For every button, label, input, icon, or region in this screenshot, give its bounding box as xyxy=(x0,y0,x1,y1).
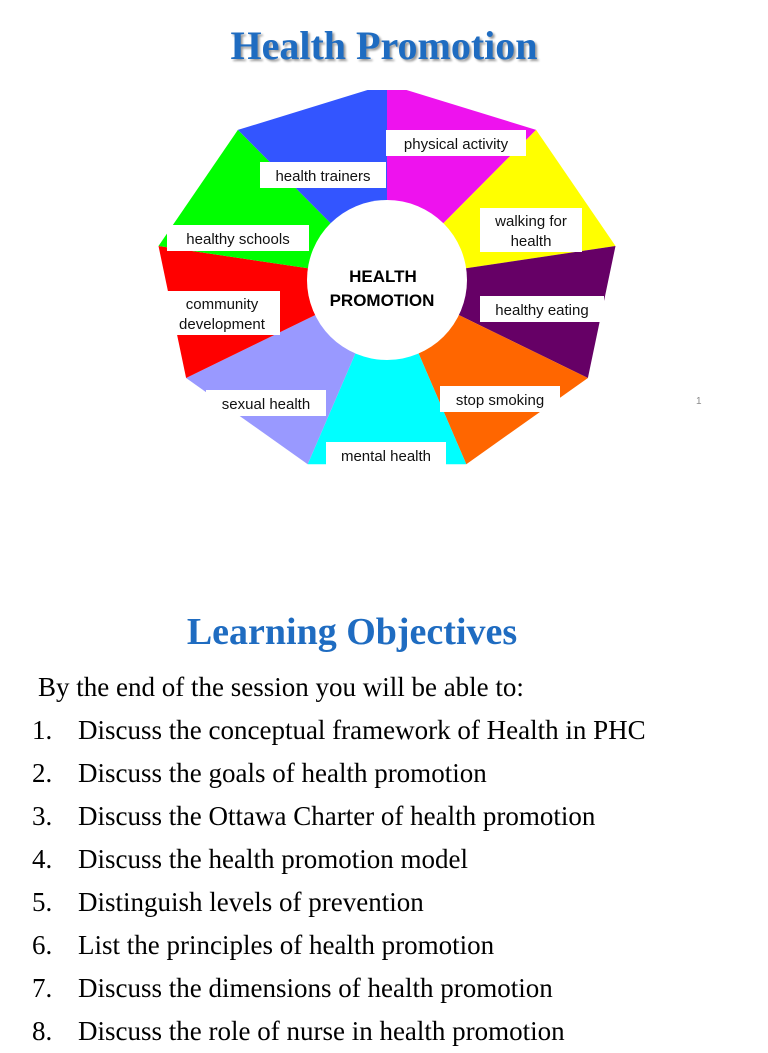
wheel-segment-label: walking for xyxy=(495,213,567,230)
objective-number: 2. xyxy=(32,758,53,788)
objective-number: 4. xyxy=(32,844,53,874)
objective-number: 7. xyxy=(32,973,53,1003)
objective-text: List the principles of health promotion xyxy=(78,930,495,960)
slide-title: Health Promotion xyxy=(230,23,538,68)
objective-item xyxy=(0,752,768,795)
objective-number: 1. xyxy=(32,715,53,745)
objective-text: Discuss the goals of health promotion xyxy=(78,758,487,788)
wheel-center-line2: PROMOTION xyxy=(329,291,435,310)
objective-text: Discuss the conceptual framework of Health in PHC xyxy=(78,715,646,745)
objective-text: Discuss the dimensions of health promotion xyxy=(78,973,553,1003)
wheel-segment-label: sexual health xyxy=(221,396,311,413)
objective-number: 3. xyxy=(32,801,53,831)
slide-number: 1 xyxy=(696,396,702,407)
intro-text: By the end of the session you will be able to: xyxy=(38,672,524,702)
wheel-segment-label: mental health xyxy=(340,448,432,465)
objective-text: Discuss the health promotion model xyxy=(78,844,468,874)
objective-item xyxy=(0,1010,768,1053)
objective-text: Distinguish levels of prevention xyxy=(78,887,424,917)
health-promotion-wheel xyxy=(0,90,768,500)
objective-item xyxy=(0,795,768,838)
objective-item xyxy=(0,881,768,924)
wheel-segment-label: physical activity xyxy=(403,136,509,153)
objective-number: 6. xyxy=(32,930,53,960)
wheel-segment-label: development xyxy=(179,316,265,333)
objective-number: 5. xyxy=(32,887,53,917)
wheel-center-line1: HEALTH xyxy=(349,267,417,286)
objective-item xyxy=(0,967,768,1010)
objective-item xyxy=(0,924,768,967)
objective-item xyxy=(0,709,768,752)
wheel-segment-label: stop smoking xyxy=(455,392,545,409)
wheel-segment-label: community xyxy=(185,296,259,313)
wheel-segment-label: healthy schools xyxy=(186,231,290,248)
wheel-segment-label: health xyxy=(510,233,552,250)
objective-number: 8. xyxy=(32,1016,53,1046)
objective-text: Discuss the Ottawa Charter of health promotion xyxy=(78,801,596,831)
wheel-segment-label: health trainers xyxy=(275,168,371,185)
objective-item xyxy=(0,838,768,881)
objective-text: Discuss the role of nurse in health promotion xyxy=(78,1016,565,1046)
wheel-segment-label: healthy eating xyxy=(495,302,589,319)
objectives-list xyxy=(0,709,768,1053)
section-title: Learning Objectives xyxy=(186,611,518,653)
